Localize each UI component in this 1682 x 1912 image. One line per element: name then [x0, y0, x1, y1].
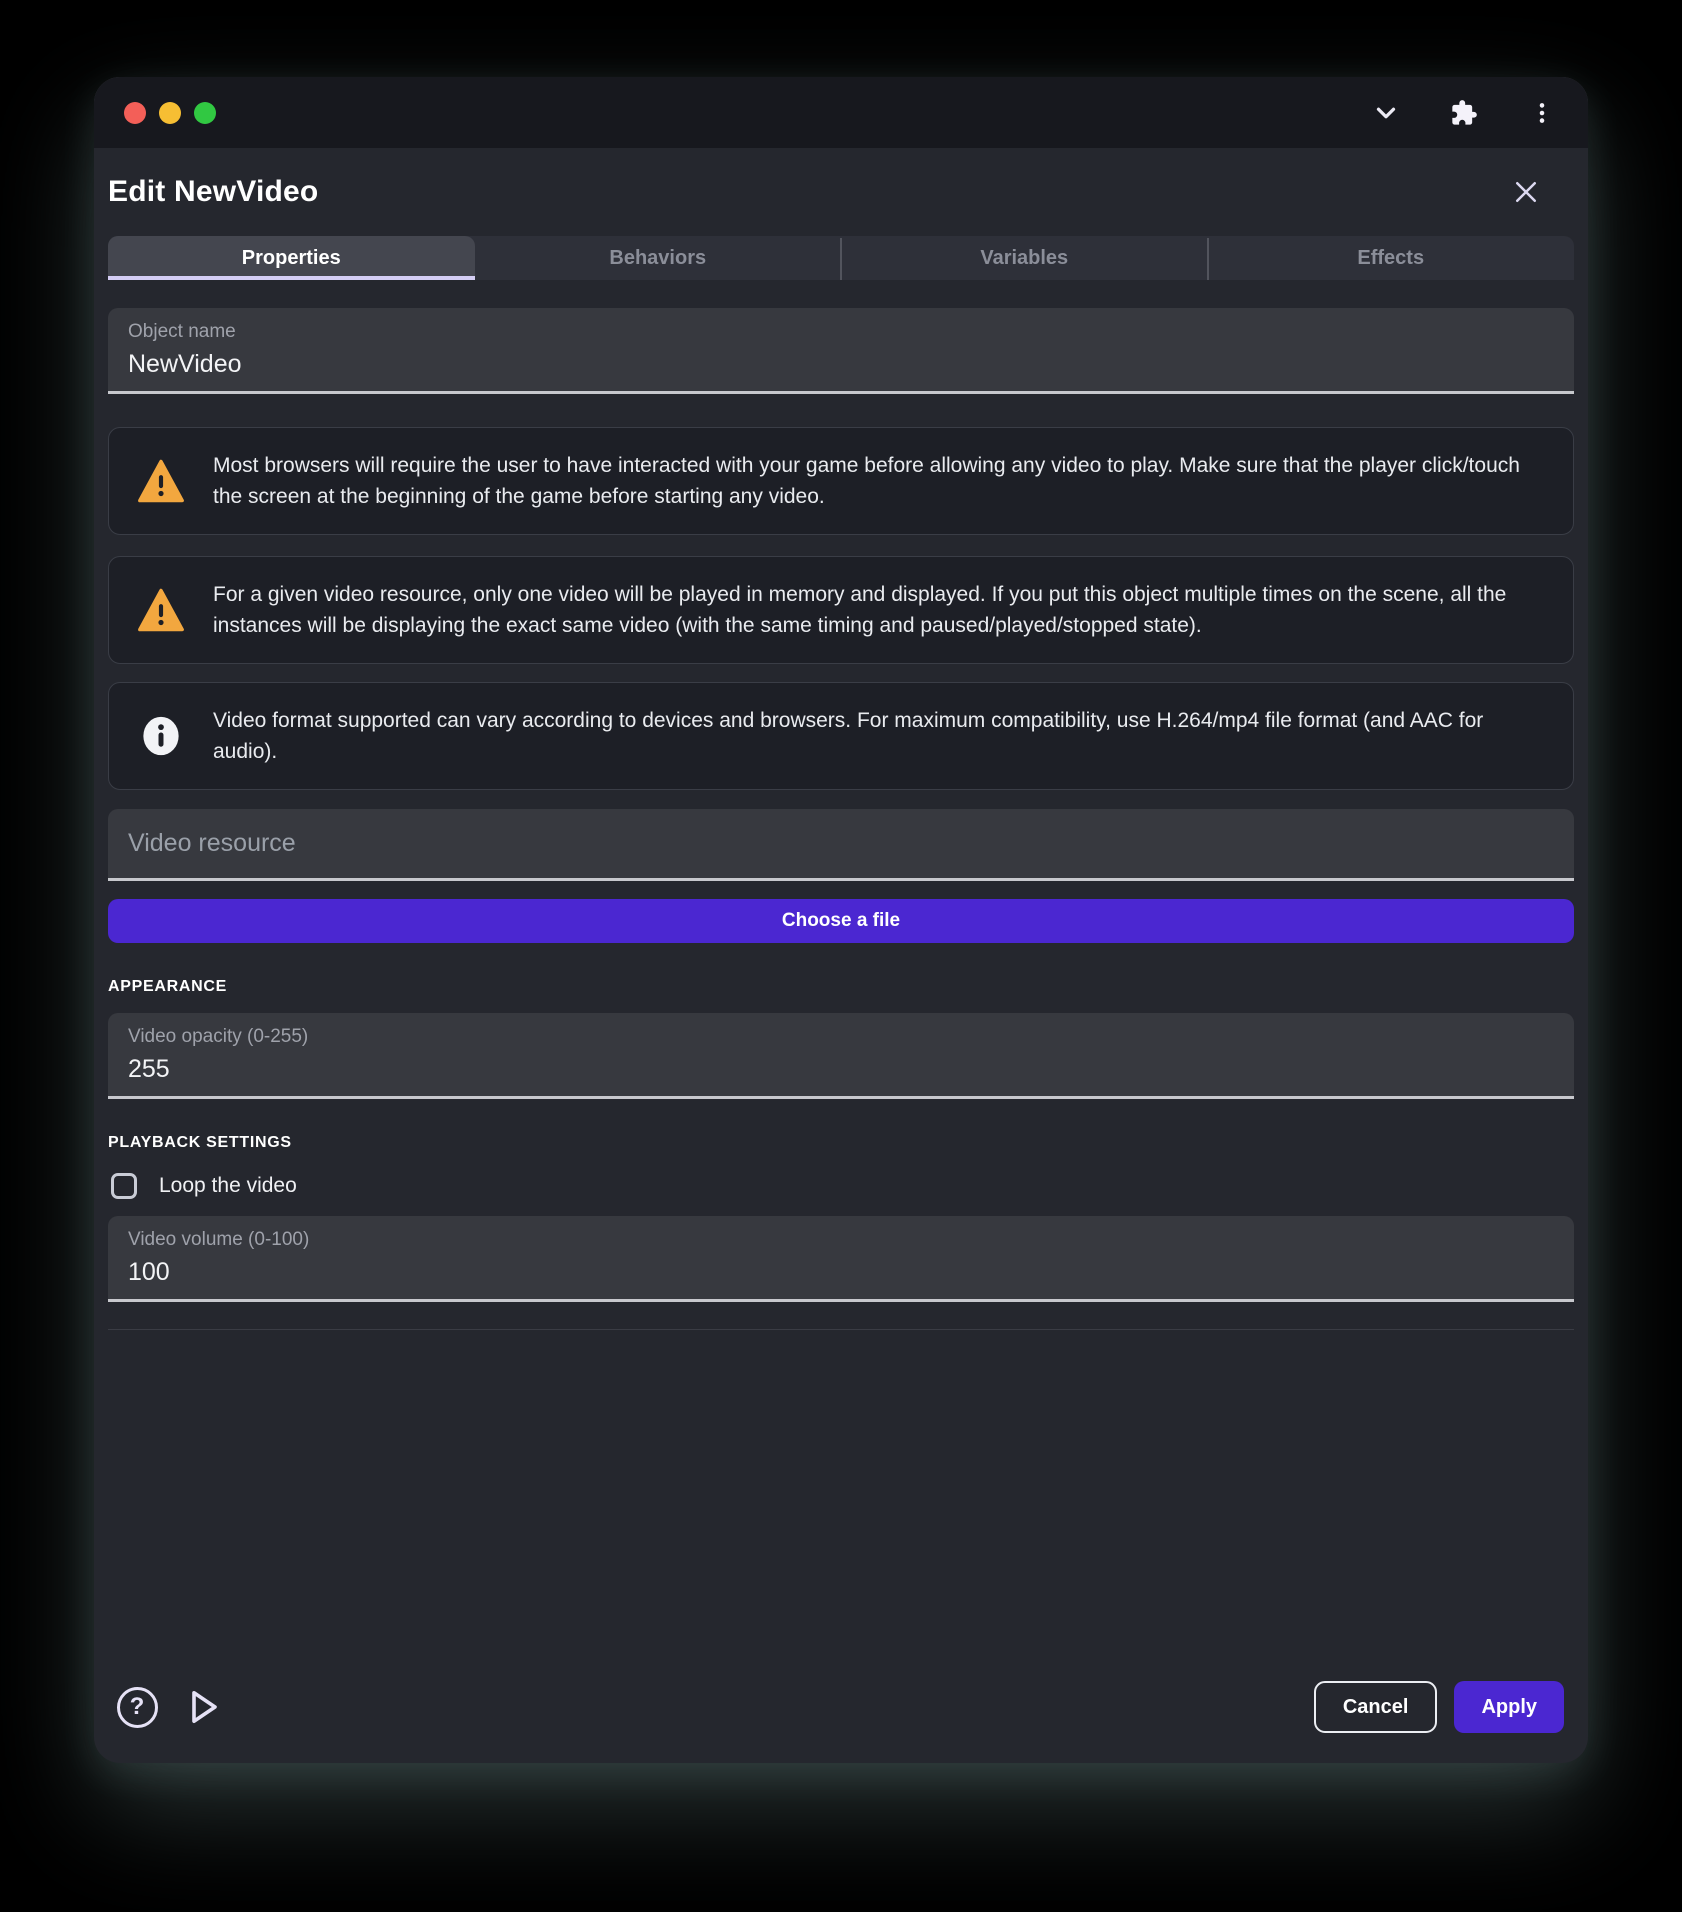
close-icon[interactable]: [1508, 174, 1544, 210]
warning-banner-autoplay: [108, 427, 1574, 535]
apply-button[interactable]: Apply: [1454, 1681, 1564, 1733]
traffic-lights: [124, 102, 216, 124]
video-opacity-label: Video opacity (0-255): [128, 1026, 309, 1047]
warning-text: Most browsers will require the user to have interacted with your game before allowing any video to play. Make sure that the player click/touch the screen at the beginning of the game before starting any video.: [213, 454, 1520, 508]
appearance-section-heading: APPEARANCE: [108, 978, 228, 995]
video-opacity-value: 255: [128, 1055, 170, 1083]
tab-properties-label: Properties: [241, 246, 341, 269]
titlebar-actions: [1370, 97, 1558, 129]
warning-icon: [135, 585, 187, 635]
tab-effects-label: Effects: [1357, 246, 1425, 269]
video-resource-placeholder: Video resource: [128, 829, 296, 857]
kebab-menu-icon[interactable]: [1526, 97, 1558, 129]
video-resource-field[interactable]: [108, 809, 1574, 881]
tab-variables-label: Variables: [980, 246, 1069, 269]
help-icon[interactable]: ?: [114, 1684, 160, 1730]
tab-effects[interactable]: [1208, 236, 1575, 280]
info-banner-format: [108, 682, 1574, 790]
warning-text: For a given video resource, only one video will be played in memory and displayed. If you put this object multiple times on the scene, all the instances will be displaying the exact same video (with the same timing and paused/played/stopped state).: [213, 583, 1507, 637]
loop-video-label: Loop the video: [159, 1174, 297, 1197]
object-name-label: Object name: [128, 321, 236, 342]
window-titlebar: [94, 77, 1588, 148]
tab-variables[interactable]: [841, 236, 1208, 280]
window-minimize-button[interactable]: [159, 102, 181, 124]
info-text: Video format supported can vary according to devices and browsers. For maximum compatibility, use H.264/mp4 file format (and AAC for audio).: [213, 709, 1484, 763]
dialog-footer: [108, 1681, 1574, 1763]
loop-video-row: [108, 1173, 1574, 1199]
extensions-puzzle-icon[interactable]: [1448, 97, 1480, 129]
video-volume-label: Video volume (0-100): [128, 1229, 310, 1250]
video-volume-value: 100: [128, 1258, 170, 1286]
chevron-down-icon[interactable]: [1370, 97, 1402, 129]
video-opacity-field[interactable]: [108, 1013, 1574, 1099]
video-volume-field[interactable]: [108, 1216, 1574, 1302]
tab-bar: [108, 236, 1574, 280]
cancel-button[interactable]: Cancel: [1314, 1681, 1438, 1733]
tab-behaviors[interactable]: [475, 236, 842, 280]
warning-icon: [135, 456, 187, 506]
preview-play-icon[interactable]: [180, 1684, 226, 1730]
window-zoom-button[interactable]: [194, 102, 216, 124]
app-window: [94, 77, 1588, 1763]
playback-section-heading: PLAYBACK SETTINGS: [108, 1134, 292, 1151]
choose-file-button[interactable]: Choose a file: [108, 899, 1574, 943]
tab-properties[interactable]: [108, 236, 475, 280]
object-name-field[interactable]: [108, 308, 1574, 394]
dialog-title: Edit NewVideo: [108, 175, 319, 208]
dialog-header: [108, 174, 1574, 210]
object-name-value: NewVideo: [128, 350, 242, 378]
tab-behaviors-label: Behaviors: [609, 246, 707, 269]
info-icon: [135, 713, 187, 759]
loop-video-checkbox[interactable]: [111, 1173, 137, 1199]
window-close-button[interactable]: [124, 102, 146, 124]
edit-object-dialog: [94, 148, 1588, 1763]
footer-divider: [108, 1329, 1574, 1330]
warning-banner-shared-resource: [108, 556, 1574, 664]
